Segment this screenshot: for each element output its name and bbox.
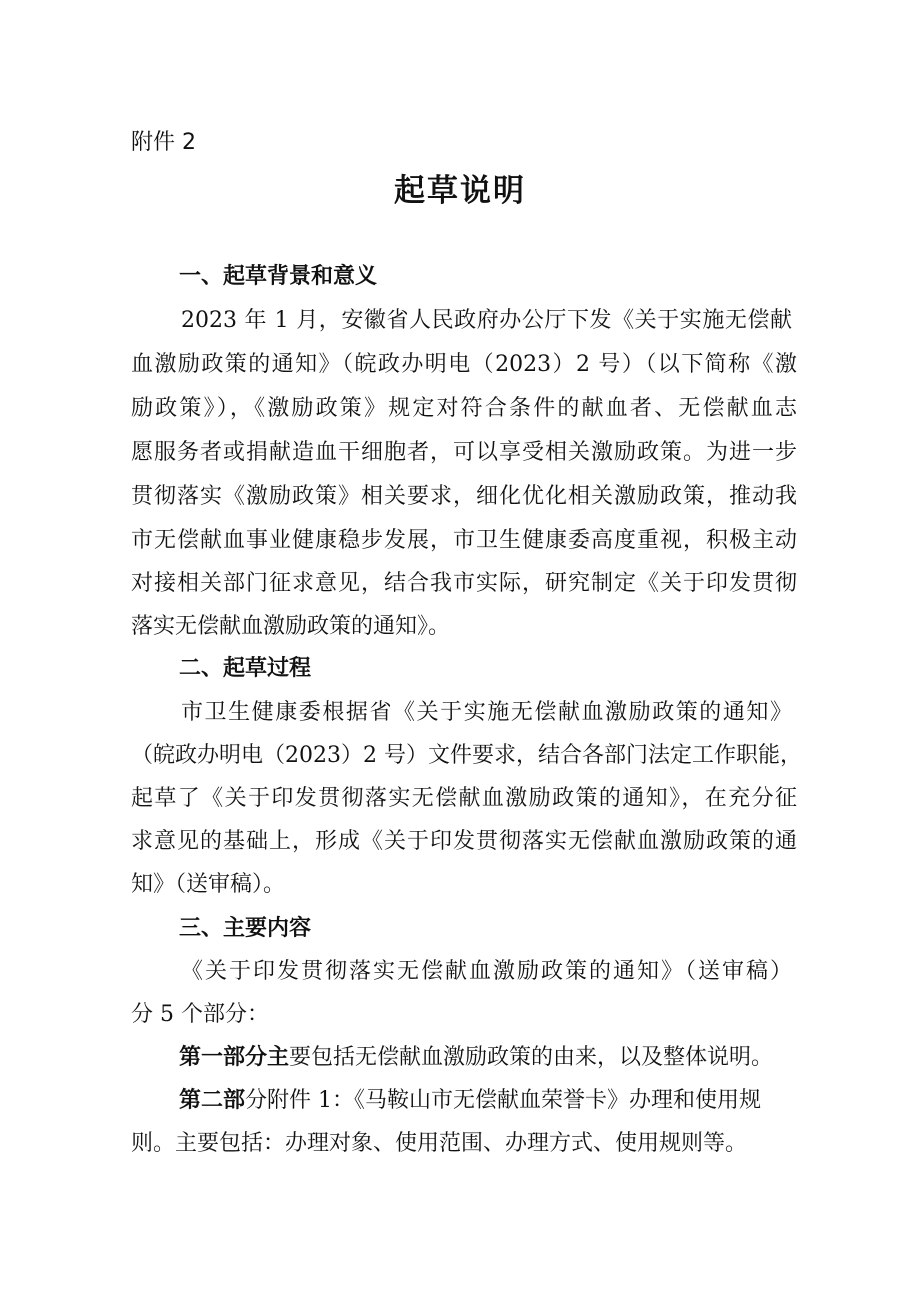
section-heading-content: 三、主要内容 — [179, 916, 312, 941]
paragraph-line: 求意见的基础上，形成《关于印发贯彻落实无偿献血激励政策的通 — [131, 829, 797, 854]
attachment-label: 附件 2 — [131, 130, 196, 155]
section-heading-background: 一、起草背景和意义 — [179, 264, 378, 289]
paragraph-line: 市卫生健康委根据省《关于实施无偿献血激励政策的通知》 — [181, 700, 792, 725]
paragraph-line: 落实无偿献血激励政策的通知》。 — [131, 614, 451, 639]
paragraph-line: 知》（送审稿）。 — [131, 872, 286, 897]
paragraph-line: 分 5 个部分： — [131, 1002, 269, 1027]
part-two-text: 分附件 1：《马鞍山市无偿献血荣誉卡》办理和使用规 — [245, 1088, 762, 1113]
section-heading-process: 二、起草过程 — [179, 656, 312, 681]
part-one-line — [179, 1043, 773, 1073]
part-one-text: 要包括无偿献血激励政策的由来，以及整体说明。 — [289, 1045, 774, 1070]
paragraph-line: 血激励政策的通知》（皖政办明电（2023）2 号）（以下简称《激 — [131, 352, 797, 377]
page-title: 起草说明 — [394, 173, 526, 209]
paragraph-line: 市无偿献血事业健康稳步发展，市卫生健康委高度重视，积极主动 — [131, 528, 797, 553]
paragraph-line: 励政策》），《激励政策》规定对符合条件的献血者、无偿献血志 — [131, 396, 797, 421]
paragraph-line: 贯彻落实《激励政策》相关要求，细化优化相关激励政策，推动我 — [131, 484, 797, 509]
part-one-label: 第一部分主 — [179, 1045, 290, 1070]
paragraph-line: 《关于印发贯彻落实无偿献血激励政策的通知》（送审稿） — [181, 959, 792, 984]
paragraph-line: 对接相关部门征求意见，结合我市实际，研究制定《关于印发贯彻 — [131, 571, 797, 596]
paragraph-line: （皖政办明电（2023）2 号）文件要求，结合各部门法定工作职能， — [131, 743, 802, 768]
paragraph-line: 则。主要包括：办理对象、使用范围、办理方式、使用规则等。 — [131, 1131, 748, 1156]
paragraph-line: 愿服务者或捐献造血干细胞者，可以享受相关激励政策。为进一步 — [131, 440, 797, 465]
paragraph-line: 起草了《关于印发贯彻落实无偿献血激励政策的通知》，在充分征 — [131, 786, 797, 811]
part-two-line — [179, 1086, 761, 1116]
paragraph-line: 2023 年 1 月，安徽省人民政府办公厅下发《关于实施无偿献 — [181, 308, 792, 333]
part-two-label: 第二部 — [179, 1088, 246, 1113]
